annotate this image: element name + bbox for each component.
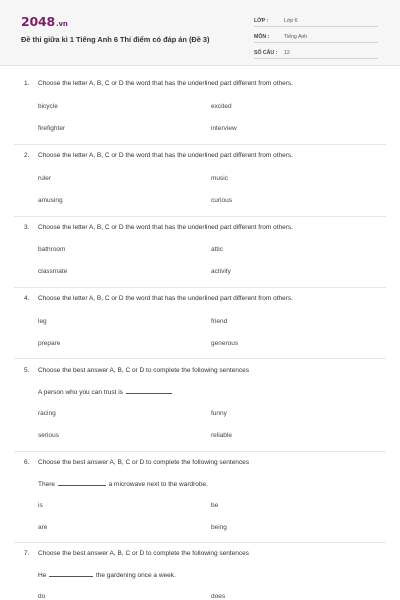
question-divider xyxy=(14,216,386,217)
option-b[interactable]: funny xyxy=(211,410,227,417)
option-b[interactable]: attic xyxy=(211,246,223,253)
question-number: 3. xyxy=(24,224,30,231)
option-a[interactable]: bathroom xyxy=(38,246,66,253)
meta-subject-label: MÔN : xyxy=(254,34,270,40)
sentence-before: A person who you can trust is xyxy=(38,389,123,396)
meta-grade-value: Lớp 6 xyxy=(284,18,298,24)
option-a[interactable]: do xyxy=(38,593,46,600)
option-b[interactable]: friend xyxy=(211,318,228,325)
exam-meta xyxy=(254,14,378,62)
sentence-after: a microwave next to the wardrobe. xyxy=(108,481,208,488)
question-number: 1. xyxy=(24,80,30,87)
meta-question-count xyxy=(254,46,378,59)
option-d[interactable]: curious xyxy=(211,197,232,204)
question-number: 7. xyxy=(24,550,30,557)
meta-grade xyxy=(254,14,378,27)
question-text: Choose the letter A, B, C or D the word that has the underlined part different from others. xyxy=(38,152,293,159)
question-prompt xyxy=(24,224,293,231)
question-sentence xyxy=(38,388,173,396)
meta-subject-value: Tiếng Anh xyxy=(284,34,308,40)
exam-title: Đề thi giữa kì 1 Tiếng Anh 6 Thí điểm có đáp án (Đề 3) xyxy=(21,35,210,44)
sentence-before: He xyxy=(38,572,47,579)
sentence-before: There xyxy=(38,481,55,488)
question-sentence xyxy=(38,571,176,579)
question-divider xyxy=(14,542,386,543)
question-number: 2. xyxy=(24,152,30,159)
option-d[interactable]: activity xyxy=(211,268,231,275)
option-c[interactable]: are xyxy=(38,524,48,531)
question-number: 5. xyxy=(24,367,30,374)
option-c[interactable]: serious xyxy=(38,432,59,439)
option-a[interactable]: ruler xyxy=(38,175,52,182)
question-prompt xyxy=(24,152,293,159)
question-divider xyxy=(14,358,386,359)
option-a[interactable]: bicycle xyxy=(38,103,58,110)
question-divider xyxy=(14,451,386,452)
option-d[interactable]: being xyxy=(211,524,227,531)
option-d[interactable]: reliable xyxy=(211,432,232,439)
option-a[interactable]: racing xyxy=(38,410,56,417)
question-text: Choose the letter A, B, C or D the word that has the underlined part different from others. xyxy=(38,80,293,87)
question-prompt xyxy=(24,550,249,557)
answer-blank xyxy=(126,388,172,394)
option-c[interactable]: firefighter xyxy=(38,125,66,132)
option-b[interactable]: does xyxy=(211,593,226,600)
question-divider xyxy=(14,144,386,145)
logo-suffix: .vn xyxy=(56,20,68,28)
question-text: Choose the best answer A, B, C or D to complete the following sentences xyxy=(38,550,250,557)
meta-count-label: SỐ CÂU : xyxy=(254,50,278,56)
option-b[interactable]: excited xyxy=(211,103,232,110)
meta-grade-label: LỚP : xyxy=(254,18,269,24)
option-a[interactable]: leg xyxy=(38,318,47,325)
option-c[interactable]: prepare xyxy=(38,340,61,347)
question-prompt xyxy=(24,295,293,302)
meta-count-value: 12 xyxy=(284,50,290,56)
question-number: 6. xyxy=(24,459,30,466)
answer-blank xyxy=(49,571,93,577)
question-sentence xyxy=(38,480,208,488)
question-prompt xyxy=(24,80,293,87)
question-text: Choose the best answer A, B, C or D to complete the following sentences xyxy=(38,367,250,374)
question-text: Choose the best answer A, B, C or D to complete the following sentences xyxy=(38,459,250,466)
option-d[interactable]: interview xyxy=(211,125,237,132)
answer-blank xyxy=(58,480,106,486)
option-a[interactable]: is xyxy=(38,502,43,509)
page-header xyxy=(0,0,400,66)
logo-text: 2048 xyxy=(21,14,55,29)
question-number: 4. xyxy=(24,295,30,302)
question-prompt xyxy=(24,459,249,466)
option-c[interactable]: amusing xyxy=(38,197,63,204)
question-prompt xyxy=(24,367,249,374)
question-text: Choose the letter A, B, C or D the word that has the underlined part different from others. xyxy=(38,295,293,302)
option-c[interactable]: classmate xyxy=(38,268,68,275)
meta-subject xyxy=(254,30,378,43)
option-d[interactable]: generous xyxy=(211,340,239,347)
option-b[interactable]: music xyxy=(211,175,228,182)
sentence-after: the gardening once a week. xyxy=(95,572,176,579)
question-text: Choose the letter A, B, C or D the word that has the underlined part different from others. xyxy=(38,224,293,231)
site-logo[interactable] xyxy=(21,14,68,29)
option-b[interactable]: be xyxy=(211,502,219,509)
question-divider xyxy=(14,287,386,288)
